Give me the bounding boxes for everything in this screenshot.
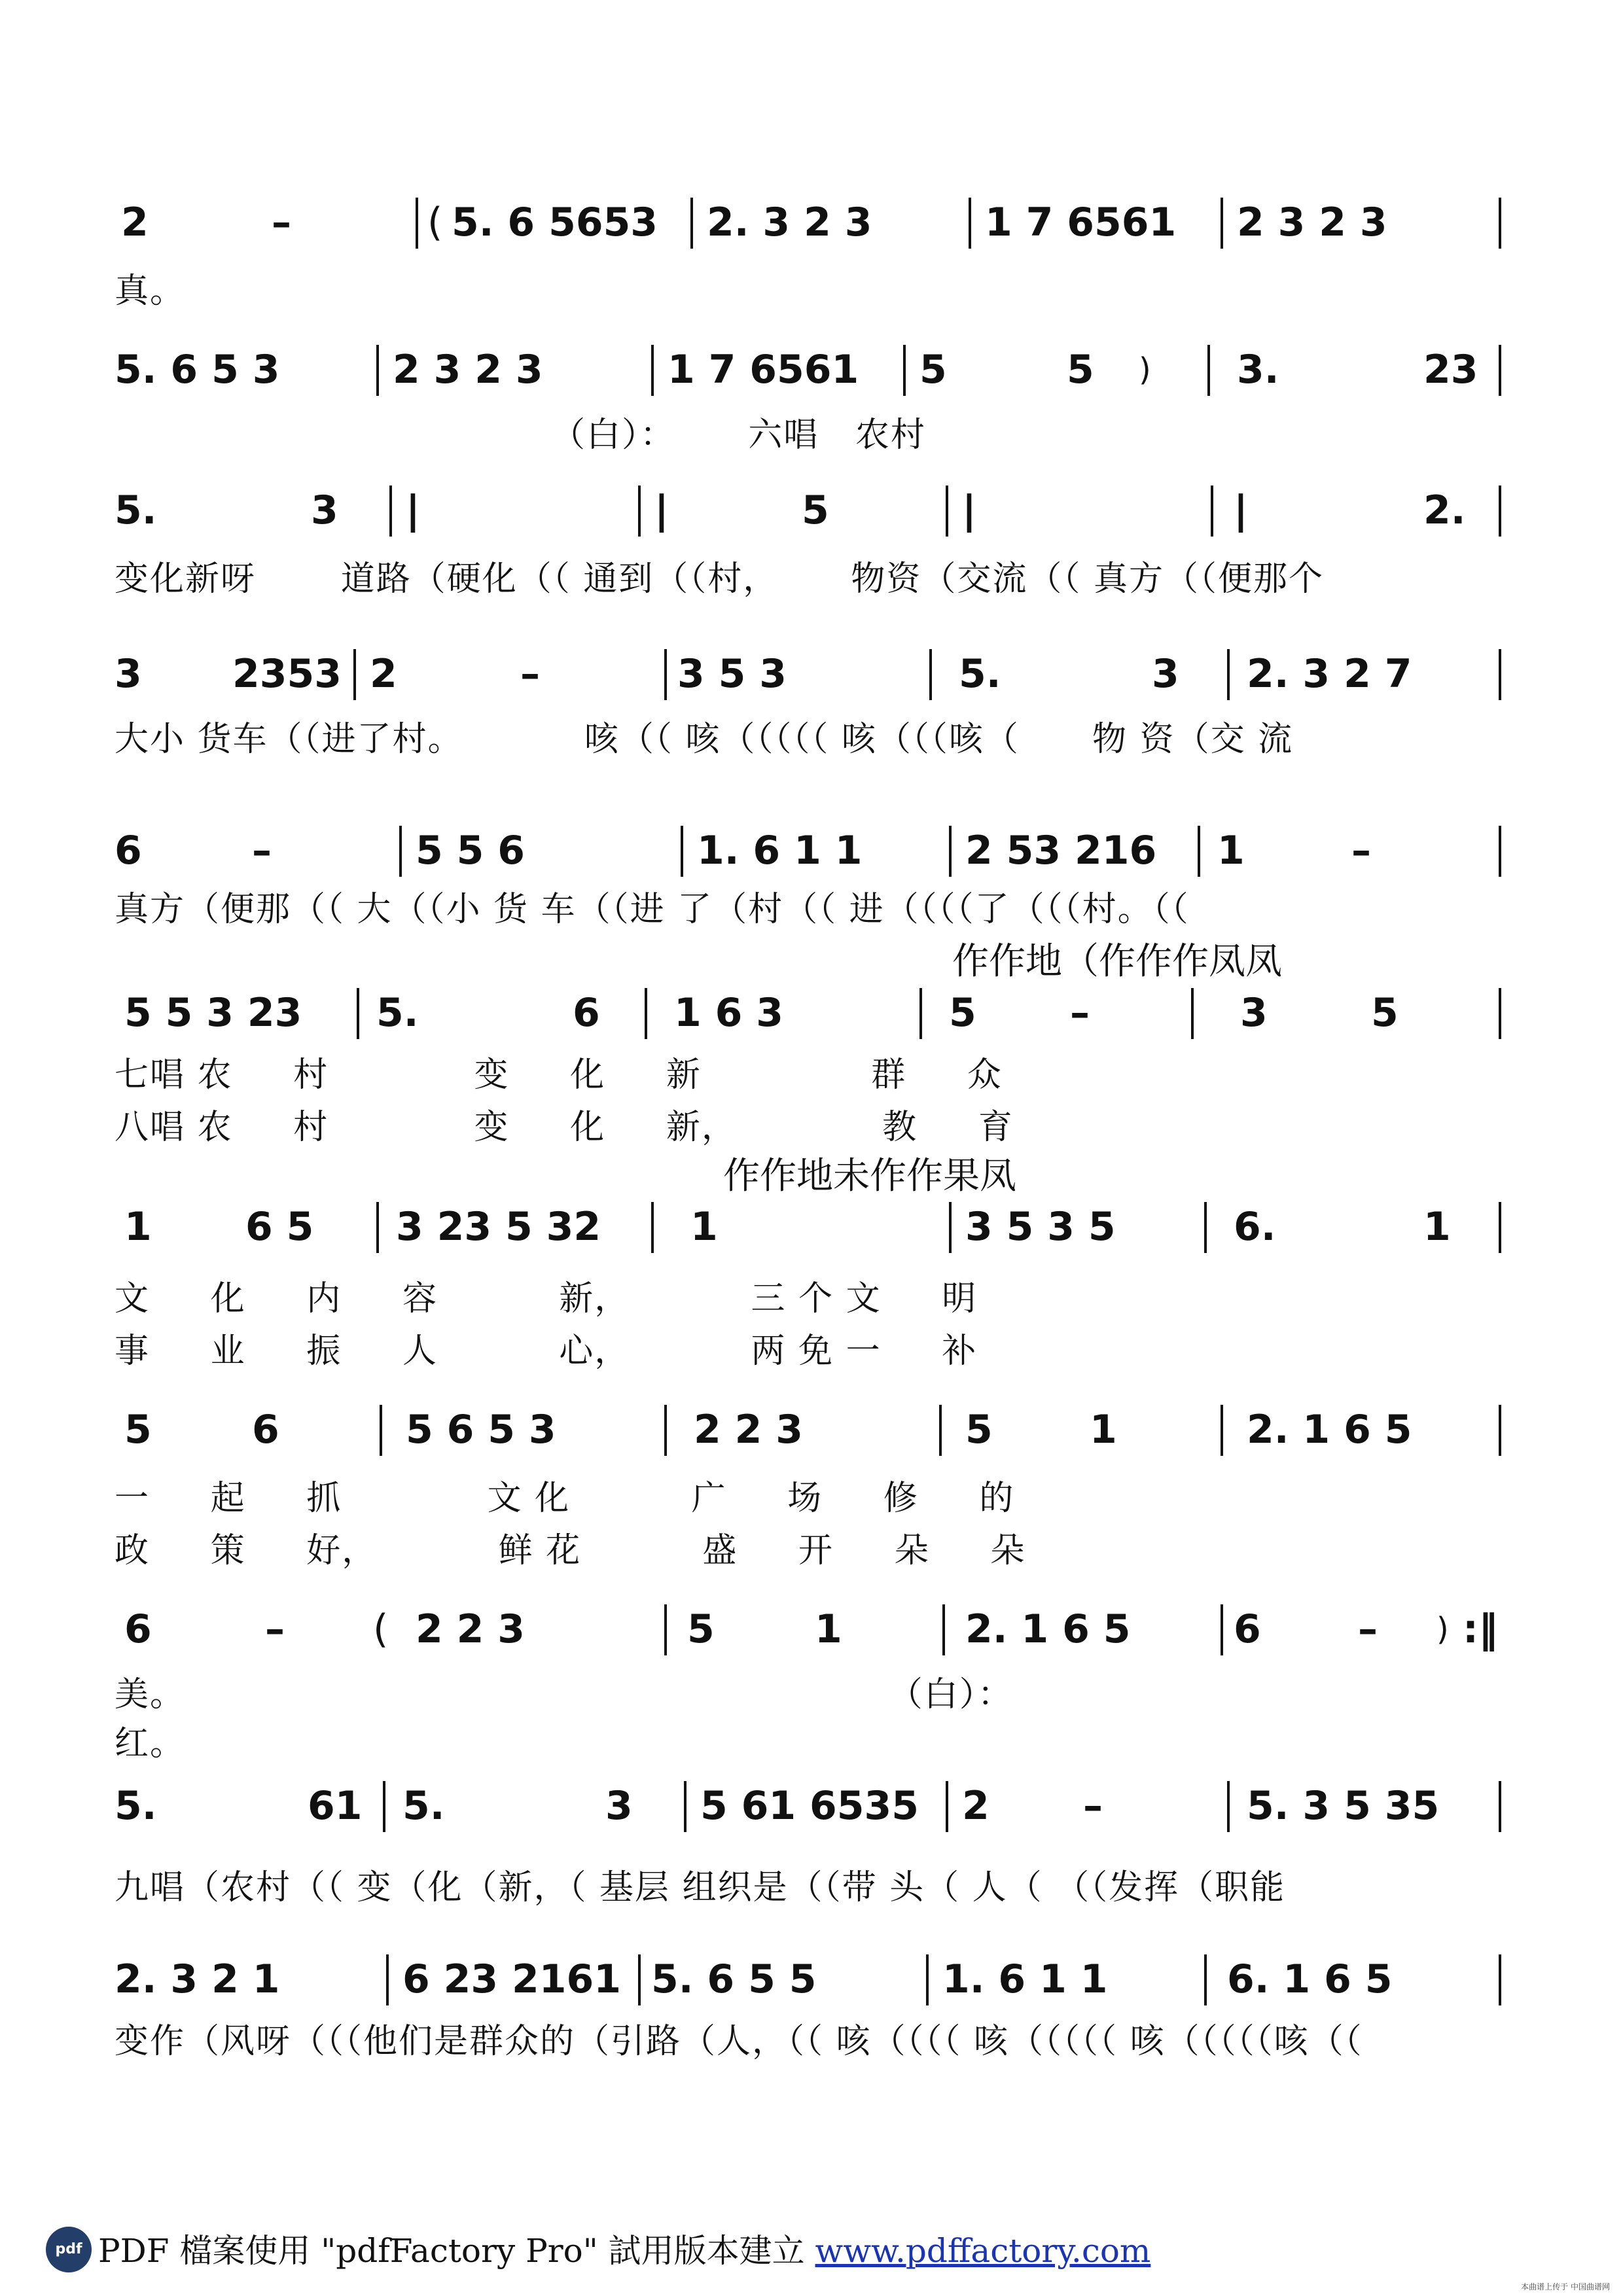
note: 5. — [959, 651, 1001, 697]
notation-line — [115, 1953, 1508, 2005]
barline — [1499, 1202, 1501, 1253]
barline — [376, 345, 379, 396]
note: 5 — [1067, 347, 1094, 393]
barline — [969, 198, 971, 249]
barline — [949, 826, 952, 877]
notation-line — [115, 1780, 1508, 1832]
barline — [929, 649, 932, 700]
dash: – — [1070, 990, 1090, 1036]
pdf-footer — [46, 2221, 1158, 2280]
note: 5 5 6 — [416, 828, 526, 874]
barline — [1227, 1781, 1230, 1832]
note: 6 — [573, 990, 600, 1036]
paren: ) — [1139, 351, 1151, 388]
note: 5 6 5 3 — [406, 1407, 556, 1453]
note: 1 — [1217, 828, 1245, 874]
note: 3. — [1237, 347, 1279, 393]
lyric-line: 大小 货车（（进了村。 咳（（ 咳（（（（（ 咳（（（咳（ 物 资（交 流 — [115, 720, 1294, 759]
note: 1 7 6561 — [985, 200, 1177, 245]
dash: – — [265, 1606, 285, 1652]
barline — [1499, 826, 1501, 877]
barline — [353, 649, 356, 700]
note: 2 2 3 — [694, 1407, 804, 1453]
lyric-line: 美。 （白）： — [115, 1675, 1013, 1714]
note: 2 — [962, 1783, 990, 1829]
notation-line — [115, 824, 1508, 877]
note: 6 — [252, 1407, 279, 1453]
note: 5. — [402, 1783, 445, 1829]
note: 6. 1 6 5 — [1227, 1956, 1393, 2002]
lyric-line: 事 业 振 人 心， 两 免 一 补 — [115, 1332, 978, 1371]
note: 2 3 2 3 — [393, 347, 543, 393]
barline — [357, 988, 359, 1039]
overlay-text: 作作地（作作作凤凤 — [952, 940, 1282, 983]
note: 2. 3 2 3 — [707, 200, 872, 245]
barline — [664, 1604, 667, 1655]
barline — [1499, 649, 1501, 700]
repeat-end-barline: :‖ — [1463, 1606, 1498, 1652]
note: 3 23 5 32 — [396, 1204, 601, 1250]
pdf-icon: pdf — [46, 2227, 92, 2272]
barline — [903, 345, 906, 396]
note: 2 — [121, 200, 149, 245]
note: 2 — [370, 651, 397, 697]
note: | — [654, 487, 669, 533]
dash: – — [1083, 1783, 1103, 1829]
note: 2353 — [232, 651, 342, 697]
note: 5 — [949, 990, 976, 1036]
note: 1. 6 1 1 — [942, 1956, 1108, 2002]
lyric-line: 政 策 好， 鲜 花 盛 开 朵 朵 — [115, 1531, 1026, 1570]
barline — [946, 1781, 948, 1832]
dash: 5 — [802, 487, 829, 533]
note: 5 — [919, 347, 947, 393]
barline — [416, 198, 418, 249]
note: 1 7 6561 — [668, 347, 859, 393]
barline — [1198, 826, 1200, 877]
barline — [1499, 1405, 1501, 1456]
note: 1 — [1423, 1204, 1451, 1250]
corner-mark: 本曲谱上传于 中国曲谱网 — [1521, 2282, 1610, 2291]
barline — [1211, 486, 1213, 537]
note: 2 3 2 3 — [1237, 200, 1387, 245]
barline — [949, 1202, 952, 1253]
note: 3 — [1152, 651, 1179, 697]
lyric-line: （白）： 六唱 农村 — [115, 415, 926, 455]
note: 6. — [1234, 1204, 1276, 1250]
barline — [684, 1781, 687, 1832]
note: 3 — [115, 651, 142, 697]
dash: – — [1351, 828, 1371, 874]
barline — [1221, 1604, 1223, 1655]
barline — [651, 345, 654, 396]
notation-line — [115, 987, 1508, 1039]
note: 6 — [124, 1606, 152, 1652]
note: 5 — [687, 1606, 715, 1652]
footer-label: PDF 檔案使用 "pdfFactory Pro" 試用版本建立 — [98, 2232, 815, 2270]
barline — [1204, 1202, 1207, 1253]
notation-line — [115, 1201, 1508, 1253]
note: 3 — [311, 487, 338, 533]
note: 1. 6 1 1 — [697, 828, 863, 874]
barline — [681, 826, 683, 877]
barline — [946, 486, 948, 537]
dash: – — [252, 828, 272, 874]
note: 3 — [1240, 990, 1268, 1036]
barline — [1499, 1954, 1501, 2005]
note: 1 — [690, 1204, 718, 1250]
lyric-line: 红。 — [115, 1724, 186, 1763]
notation-line — [115, 1603, 1508, 1655]
barline — [690, 198, 693, 249]
note: 2 2 3 — [416, 1606, 526, 1652]
note: 5. 6 5653 — [452, 200, 658, 245]
note: 5 5 3 23 — [124, 990, 302, 1036]
barline — [638, 1954, 641, 2005]
note: | — [406, 487, 420, 533]
note: 1 — [124, 1204, 152, 1250]
barline — [386, 1954, 389, 2005]
dash: – — [520, 651, 540, 697]
note: 5. 6 5 5 — [651, 1956, 817, 2002]
lyric-line: 一 起 抓 文 化 广 场 修 的 — [115, 1479, 1015, 1518]
note: | — [1234, 487, 1248, 533]
barline — [638, 486, 641, 537]
barline — [919, 988, 922, 1039]
note: 2. 3 2 7 — [1247, 651, 1412, 697]
barline — [1499, 988, 1501, 1039]
lyric-line: 真方（便那（（ 大（（小 货 车（（进 了（村（（ 进（（（（了（（（村。（（ — [115, 890, 1190, 929]
lyric-line: 变作（风呀（（（他们是群众的（引路（人，（（ 咳（（（（ 咳（（（（（ 咳（（（（（咳（（ — [115, 2022, 1363, 2061]
note: 3 — [605, 1783, 633, 1829]
barline — [1207, 345, 1210, 396]
note: 6 — [115, 828, 142, 874]
note: 2. 1 6 5 — [1247, 1407, 1412, 1453]
barline — [1499, 198, 1501, 249]
note: 23 — [1423, 347, 1478, 393]
paren: ( — [427, 200, 443, 245]
note: 5 61 6535 — [700, 1783, 919, 1829]
note: 6 5 — [245, 1204, 314, 1250]
note: 3 5 3 5 — [965, 1204, 1116, 1250]
barline — [1191, 988, 1194, 1039]
lyric-line: 文 化 内 容 新， 三 个 文 明 — [115, 1279, 978, 1318]
paren: ( — [373, 1606, 389, 1652]
barline — [1221, 198, 1223, 249]
note: 5. — [376, 990, 419, 1036]
notation-line — [115, 196, 1508, 249]
barline — [1499, 1781, 1501, 1832]
notation-line — [115, 648, 1508, 700]
note: 61 — [308, 1783, 363, 1829]
note: 2 53 216 — [965, 828, 1157, 874]
barline — [380, 1405, 382, 1456]
lyric-line: 七唱 农 村 变 化 新 群 众 — [115, 1055, 1003, 1095]
note: 6 — [1234, 1606, 1261, 1652]
barline — [1499, 345, 1501, 396]
notation-line — [115, 484, 1508, 537]
note: 5 — [124, 1407, 152, 1453]
barline — [939, 1405, 942, 1456]
barline — [1204, 1954, 1207, 2005]
note: | — [962, 487, 976, 533]
note: 5 — [965, 1407, 993, 1453]
note: 2. 3 2 1 — [115, 1956, 280, 2002]
note: 1 — [1090, 1407, 1117, 1453]
barline — [1227, 649, 1230, 700]
note: 3 5 3 — [677, 651, 787, 697]
barline — [1499, 486, 1501, 537]
paren: ) — [1436, 1611, 1449, 1648]
barline — [376, 1202, 379, 1253]
note: 6 23 2161 — [402, 1956, 622, 2002]
note: 5. 6 5 3 — [115, 347, 280, 393]
notation-line — [115, 1404, 1508, 1456]
note: 2. 1 6 5 — [965, 1606, 1131, 1652]
note: 1 — [815, 1606, 842, 1652]
dash: – — [272, 200, 291, 245]
dash: – — [1358, 1606, 1378, 1652]
barline — [389, 486, 392, 537]
notation-line — [115, 344, 1508, 396]
barline — [1221, 1405, 1223, 1456]
barline — [664, 649, 667, 700]
note: 2. — [1423, 487, 1466, 533]
note: 5. — [115, 487, 157, 533]
overlay-text: 作作地未作作果凤 — [723, 1155, 1016, 1197]
barline — [645, 988, 647, 1039]
note: 5. 3 5 35 — [1247, 1783, 1440, 1829]
lyric-line: 八唱 农 村 变 化 新， 教 育 — [115, 1108, 1014, 1147]
footer-link[interactable]: www.pdffactory.com — [815, 2232, 1151, 2270]
footer-text — [98, 2228, 1150, 2274]
barline — [651, 1202, 654, 1253]
barline — [399, 826, 402, 877]
lyric-line: 九唱（农村（（ 变（化（新，（ 基层 组织是（（带 头（ 人（ （（发挥（职能 — [115, 1868, 1286, 1907]
barline — [942, 1604, 945, 1655]
lyric-line: 真。 — [115, 272, 186, 311]
lyric-line: 变化新呀 道路（硬化（（ 通到（（村， 物资（交流（（ 真方（（便那个 — [115, 559, 1324, 599]
barline — [383, 1781, 385, 1832]
barline — [664, 1405, 667, 1456]
barline — [926, 1954, 929, 2005]
note: 5 — [1371, 990, 1399, 1036]
note: 5. — [115, 1783, 157, 1829]
note: 1 6 3 — [674, 990, 784, 1036]
